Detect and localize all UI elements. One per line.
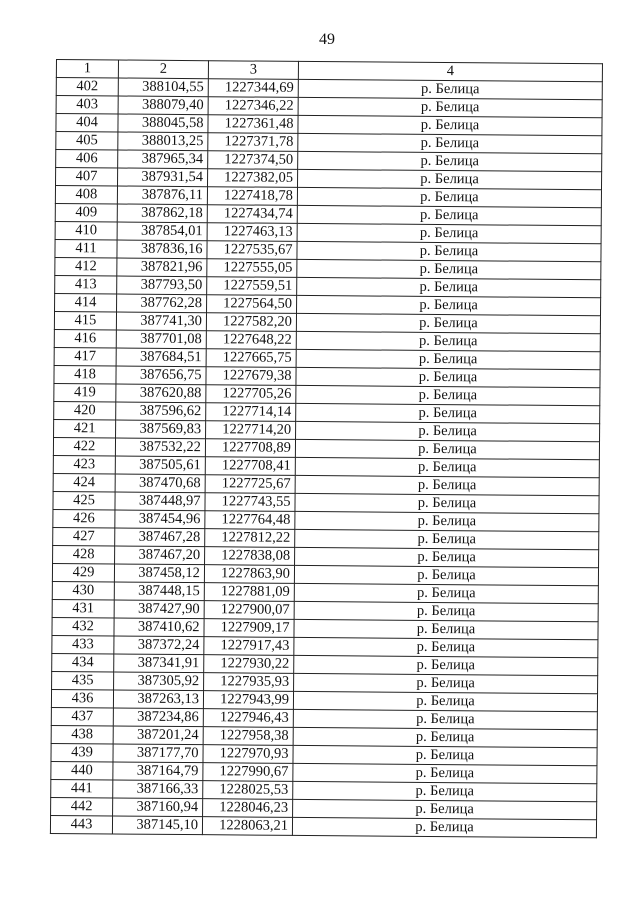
table-cell: р. Белица	[295, 457, 599, 477]
table-cell: р. Белица	[297, 205, 601, 225]
header-cell: 4	[298, 61, 602, 81]
table-cell: р. Белица	[292, 817, 596, 837]
table-cell: 443	[50, 815, 112, 833]
table-cell: 1227970,93	[203, 745, 293, 764]
table-cell: р. Белица	[295, 511, 599, 531]
table-cell: 1227958,38	[203, 727, 293, 746]
table-cell: 1227564,50	[207, 295, 297, 314]
table-cell: р. Белица	[294, 637, 598, 657]
table-cell: р. Белица	[293, 781, 597, 801]
table-cell: р. Белица	[298, 97, 602, 117]
table-row	[50, 815, 596, 837]
table-cell: 387821,96	[117, 258, 207, 277]
table-cell: 1227344,69	[208, 79, 298, 98]
table-cell: 387596,62	[116, 402, 206, 421]
table-cell: 387684,51	[116, 348, 206, 367]
table-cell: р. Белица	[295, 529, 599, 549]
table-cell: 1227559,51	[207, 277, 297, 296]
table-cell: р. Белица	[297, 169, 601, 189]
table-cell: р. Белица	[296, 349, 600, 369]
table-cell: р. Белица	[298, 151, 602, 171]
table-cell: 426	[53, 509, 115, 527]
table-cell: 1227535,67	[207, 241, 297, 260]
table-cell: 1228025,53	[203, 781, 293, 800]
table-cell: р. Белица	[294, 601, 598, 621]
table-cell: 434	[52, 653, 114, 671]
table-cell: 1227679,38	[206, 367, 296, 386]
table-cell: 432	[52, 617, 114, 635]
table-cell: 387741,30	[116, 312, 206, 331]
table-cell: 1227990,67	[203, 763, 293, 782]
table-cell: 387762,28	[117, 294, 207, 313]
table-cell: 1227361,48	[208, 115, 298, 134]
page-number: 49	[319, 31, 335, 48]
table-cell: 387201,24	[113, 726, 203, 745]
table-cell: 1228046,23	[203, 799, 293, 818]
table-cell: р. Белица	[296, 367, 600, 387]
table-cell: 1227812,22	[205, 529, 295, 548]
table-cell: 1227463,13	[207, 223, 297, 242]
table-cell: р. Белица	[296, 385, 600, 405]
table-cell: 424	[53, 473, 115, 491]
table-cell: 387620,88	[116, 384, 206, 403]
table-cell: р. Белица	[297, 241, 601, 261]
table-cell: 420	[54, 401, 116, 419]
table-cell: 1227714,20	[206, 421, 296, 440]
table-cell: 1227764,48	[205, 511, 295, 530]
table-cell: р. Белица	[298, 79, 602, 99]
table-cell: 408	[55, 186, 117, 204]
table-cell: 387470,68	[115, 474, 205, 493]
table-cell: р. Белица	[295, 493, 599, 513]
table-cell: р. Белица	[297, 295, 601, 315]
table-cell: 427	[53, 527, 115, 545]
table-cell: 387931,54	[118, 168, 208, 187]
table-cell: 388104,55	[118, 78, 208, 97]
table-cell: р. Белица	[296, 421, 600, 441]
table-cell: 442	[51, 797, 113, 815]
table-cell: 1227582,20	[206, 313, 296, 332]
table-cell: 413	[55, 275, 117, 293]
table-cell: 1227935,93	[204, 673, 294, 692]
table-cell: 387263,13	[113, 690, 203, 709]
table-cell: р. Белица	[293, 745, 597, 765]
table-cell: 1227900,07	[204, 601, 294, 620]
table-cell: р. Белица	[298, 133, 602, 153]
table-cell: 387854,01	[117, 222, 207, 241]
table-cell: р. Белица	[293, 763, 597, 783]
table-cell: 438	[51, 725, 113, 743]
table-cell: 1227382,05	[208, 169, 298, 188]
table-cell: р. Белица	[294, 583, 598, 603]
table-cell: р. Белица	[294, 565, 598, 585]
table-cell: 387234,86	[113, 708, 203, 727]
table-cell: 405	[56, 132, 118, 150]
table-cell: 402	[56, 78, 118, 96]
table-cell: р. Белица	[297, 259, 601, 279]
table-cell: 387145,10	[112, 816, 202, 835]
table-cell: 1227648,22	[206, 331, 296, 350]
table-cell: 435	[52, 671, 114, 689]
header-cell: 1	[56, 60, 118, 78]
header-cell: 2	[118, 60, 208, 79]
table-cell: 403	[56, 96, 118, 114]
table-cell: 411	[55, 239, 117, 257]
table-cell: 1227725,67	[205, 475, 295, 494]
table-cell: 417	[54, 347, 116, 365]
table-cell: 387836,16	[117, 240, 207, 259]
table-cell: 387862,18	[117, 204, 207, 223]
table-cell: 430	[52, 581, 114, 599]
table-cell: 1227917,43	[204, 637, 294, 656]
table-cell: 431	[52, 599, 114, 617]
table-cell: 387467,28	[115, 528, 205, 547]
table-cell: р. Белица	[293, 709, 597, 729]
table-cell: 1227881,09	[204, 583, 294, 602]
table-cell: 387569,83	[116, 420, 206, 439]
table-cell: 387965,34	[118, 150, 208, 169]
table-cell: 1227665,75	[206, 349, 296, 368]
table-cell: 1227374,50	[208, 151, 298, 170]
table-cell: р. Белица	[295, 475, 599, 495]
table-cell: 1227705,26	[206, 385, 296, 404]
table-cell: 437	[51, 707, 113, 725]
table-cell: 387341,91	[114, 654, 204, 673]
table-cell: 387532,22	[115, 438, 205, 457]
table-cell: 407	[56, 168, 118, 186]
table-cell: 1227371,78	[208, 133, 298, 152]
table-cell: 1228063,21	[202, 817, 292, 836]
table-cell: 387160,94	[113, 798, 203, 817]
table-cell: 1227346,22	[208, 97, 298, 116]
table-cell: 387305,92	[114, 672, 204, 691]
table-cell: 406	[56, 150, 118, 168]
table-cell: 439	[51, 743, 113, 761]
table-cell: р. Белица	[294, 619, 598, 639]
header-cell: 3	[208, 61, 298, 80]
table-cell: 1227943,99	[203, 691, 293, 710]
table-cell: 440	[51, 761, 113, 779]
table-cell: р. Белица	[297, 187, 601, 207]
table-cell: р. Белица	[296, 403, 600, 423]
table-cell: 1227708,89	[205, 439, 295, 458]
table-cell: 416	[54, 329, 116, 347]
table-cell: 1227863,90	[204, 565, 294, 584]
table-cell: 387656,75	[116, 366, 206, 385]
table-cell: 387448,97	[115, 492, 205, 511]
table-cell: 1227946,43	[203, 709, 293, 728]
table-cell: р. Белица	[294, 655, 598, 675]
table-cell: 387701,08	[116, 330, 206, 349]
table-cell: 421	[54, 419, 116, 437]
table-cell: 387505,61	[115, 456, 205, 475]
table-cell: 387793,50	[117, 276, 207, 295]
table-cell: 387454,96	[115, 510, 205, 529]
table-cell: 415	[54, 311, 116, 329]
table-cell: 387177,70	[113, 744, 203, 763]
table-cell: 1227418,78	[207, 187, 297, 206]
table-cell: 433	[52, 635, 114, 653]
coordinates-table	[50, 59, 603, 838]
table-cell: 428	[53, 545, 115, 563]
table-cell: р. Белица	[293, 691, 597, 711]
table-cell: р. Белица	[295, 547, 599, 567]
table-cell: р. Белица	[293, 799, 597, 819]
table-cell: 418	[54, 365, 116, 383]
table-cell: 1227909,17	[204, 619, 294, 638]
table-cell: р. Белица	[296, 331, 600, 351]
table-cell: 1227743,55	[205, 493, 295, 512]
table-cell: 1227555,05	[207, 259, 297, 278]
table-body	[50, 78, 602, 838]
table-cell: 412	[55, 257, 117, 275]
table-cell: 387427,90	[114, 600, 204, 619]
table-cell: 429	[52, 563, 114, 581]
table-cell: 404	[56, 114, 118, 132]
table-cell: р. Белица	[295, 439, 599, 459]
table-cell: р. Белица	[297, 223, 601, 243]
table-cell: 1227838,08	[205, 547, 295, 566]
table-cell: р. Белица	[294, 673, 598, 693]
table-cell: 414	[55, 293, 117, 311]
table-cell: 1227930,22	[204, 655, 294, 674]
table-cell: 409	[55, 203, 117, 221]
table-cell: 419	[54, 383, 116, 401]
table-cell: 441	[51, 779, 113, 797]
table-cell: 425	[53, 491, 115, 509]
table-cell: 1227714,14	[206, 403, 296, 422]
table-cell: 436	[51, 689, 113, 707]
table-cell: 410	[55, 221, 117, 239]
table-cell: 388045,58	[118, 114, 208, 133]
table-cell: 387164,79	[113, 762, 203, 781]
table-cell: 423	[53, 455, 115, 473]
table-cell: 387166,33	[113, 780, 203, 799]
table-cell: 387876,11	[117, 186, 207, 205]
table-cell: 387458,12	[114, 564, 204, 583]
table-cell: 387448,15	[114, 582, 204, 601]
table-cell: 388079,40	[118, 96, 208, 115]
table-cell: 1227708,41	[205, 457, 295, 476]
table-cell: 387467,20	[115, 546, 205, 565]
table-cell: 422	[53, 437, 115, 455]
table-cell: р. Белица	[296, 313, 600, 333]
coordinates-sheet	[50, 59, 602, 838]
table-cell: 387410,62	[114, 618, 204, 637]
table-cell: 1227434,74	[207, 205, 297, 224]
table-cell: р. Белица	[297, 277, 601, 297]
table-cell: 387372,24	[114, 636, 204, 655]
table-cell: 388013,25	[118, 132, 208, 151]
table-cell: р. Белица	[298, 115, 602, 135]
table-cell: р. Белица	[293, 727, 597, 747]
